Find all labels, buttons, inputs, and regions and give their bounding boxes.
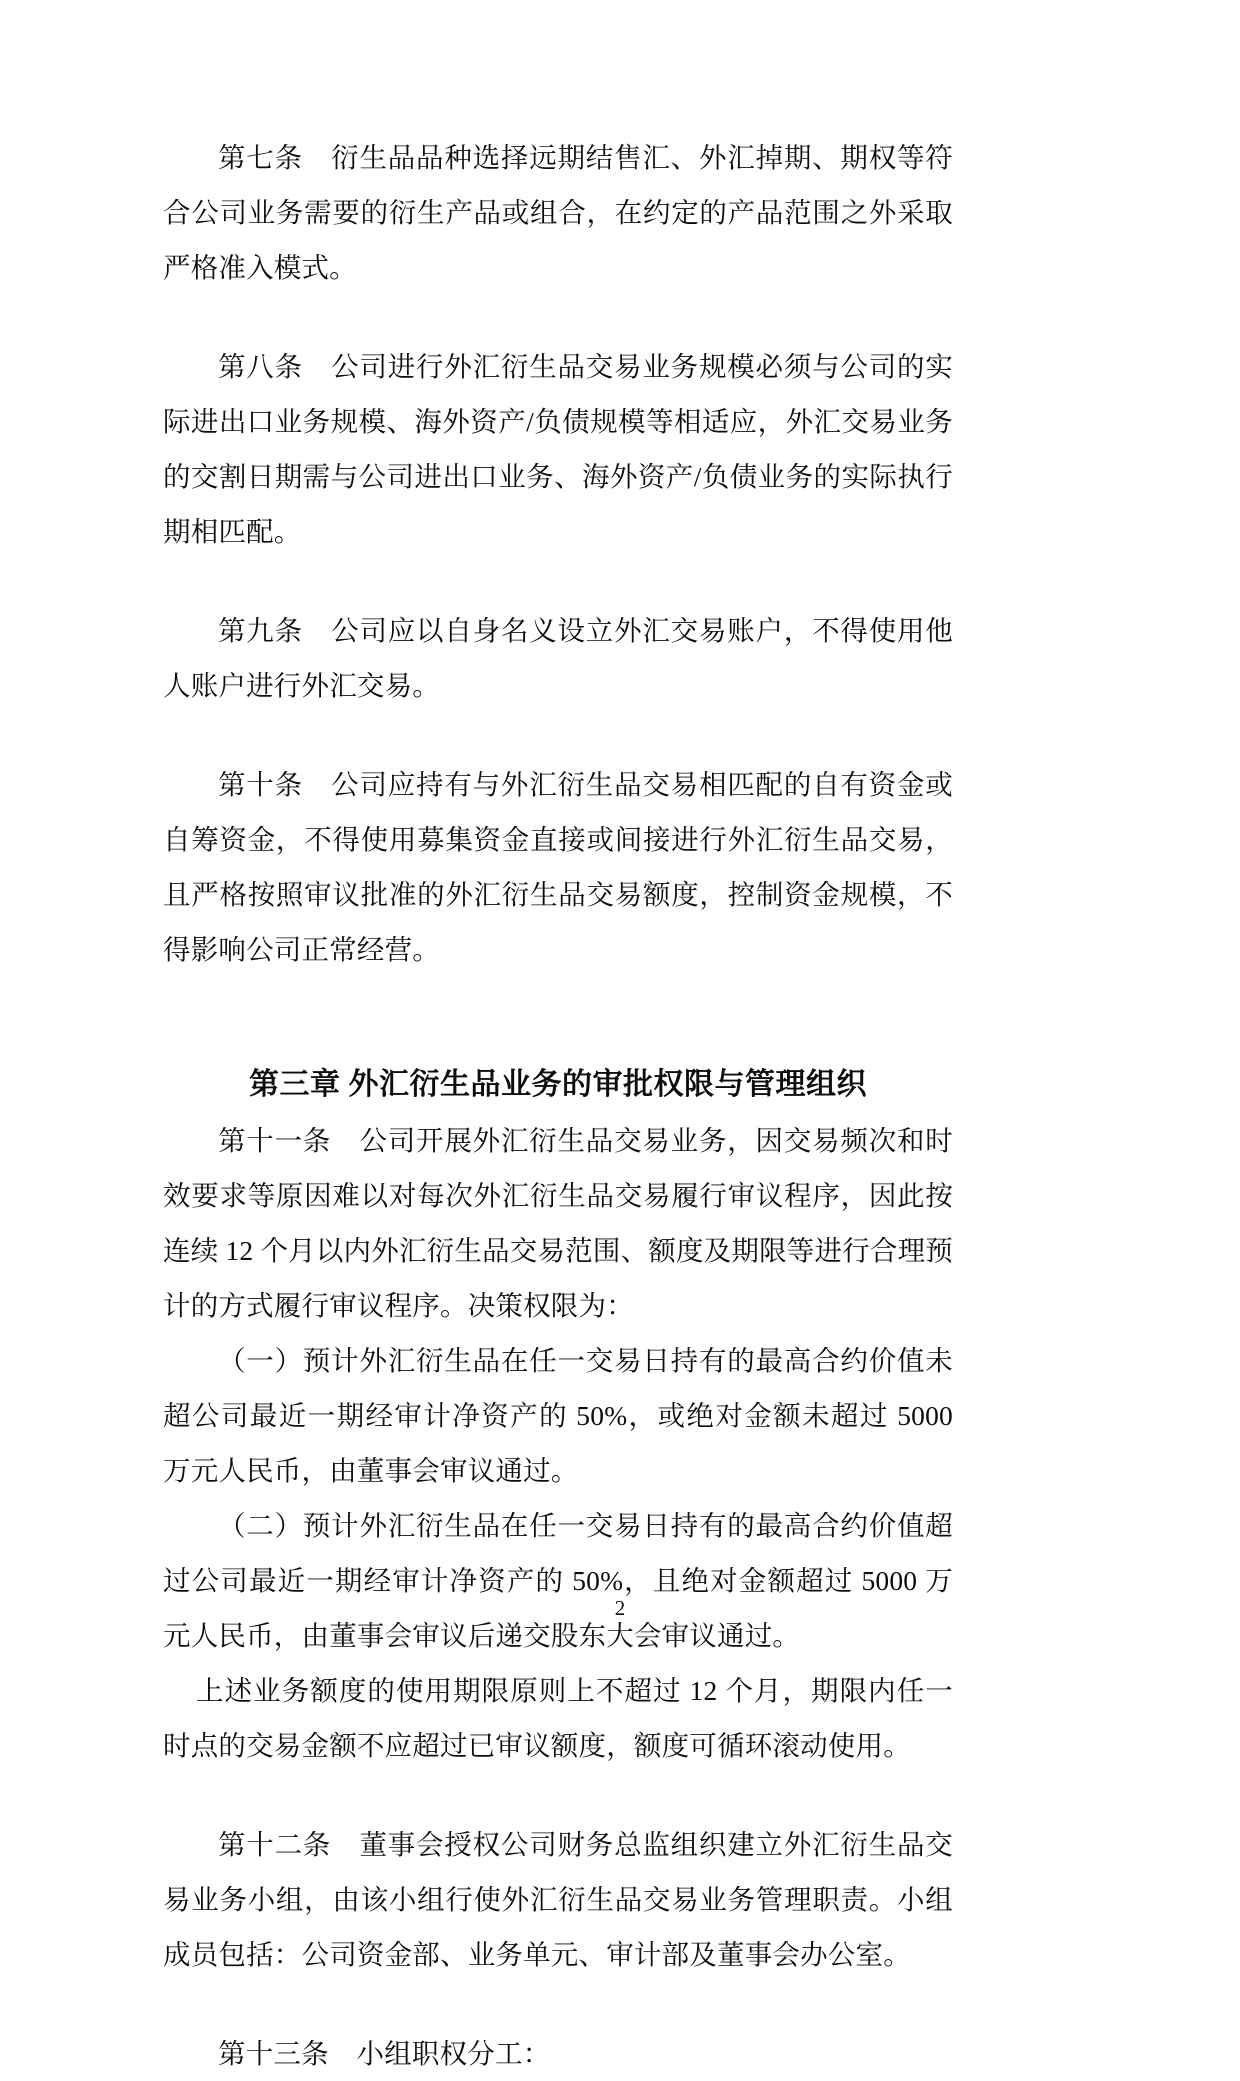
article-8-paragraph: 第八条 公司进行外汇衍生品交易业务规模必须与公司的实际进出口业务规模、海外资产/负债规模等相适应，外汇交易业务的交割日期需与公司进出口业务、海外资产/负债业务的实际执行期相匹配。 [163, 351, 953, 547]
page-number: 2 [614, 1596, 626, 1620]
article-11-note: 上述业务额度的使用期限原则上不超过 12 个月，期限内任一时点的交易金额不应超过已审议额度，额度可循环滚动使用。 [163, 1675, 953, 1761]
article-11-item-1: （一）预计外汇衍生品在任一交易日持有的最高合约价值未超公司最近一期经审计净资产的 50%，或绝对金额未超过 5000 万元人民币，由董事会审议通过。 [163, 1345, 953, 1486]
article-12-paragraph: 第十二条 董事会授权公司财务总监组织建立外汇衍生品交易业务小组，由该小组行使外汇衍生品交易业务管理职责。小组成员包括：公司资金部、业务单元、审计部及董事会办公室。 [163, 1829, 953, 1970]
chapter-3-heading: 第三章 外汇衍生品业务的审批权限与管理组织 [249, 1068, 867, 1101]
article-10-paragraph: 第十条 公司应持有与外汇衍生品交易相匹配的自有资金或自筹资金，不得使用募集资金直接或间接进行外汇衍生品交易，且严格按照审议批准的外汇衍生品交易额度，控制资金规模，不得影响公司正常经营。 [163, 769, 953, 965]
article-11-paragraph: 第十一条 公司开展外汇衍生品交易业务，因交易频次和时效要求等原因难以对每次外汇衍生品交易履行审议程序，因此按连续 12 个月以内外汇衍生品交易范围、额度及期限等进行合理预计的方式履行审议程序。决策权限为： [163, 1125, 953, 1321]
article-9-paragraph: 第九条 公司应以自身名义设立外汇交易账户，不得使用他人账户进行外汇交易。 [163, 615, 953, 701]
document-body [163, 130, 953, 2081]
article-11-item-2: （二）预计外汇衍生品在任一交易日持有的最高合约价值超过公司最近一期经审计净资产的 50%，且绝对金额超过 5000 万元人民币，由董事会审议后递交股东大会审议通过。 [163, 1510, 953, 1651]
article-13-paragraph: 第十三条 小组职权分工： [218, 2038, 551, 2069]
article-7-paragraph: 第七条 衍生品品种选择远期结售汇、外汇掉期、期权等符合公司业务需要的衍生产品或组合，在约定的产品范围之外采取严格准入模式。 [163, 142, 953, 283]
